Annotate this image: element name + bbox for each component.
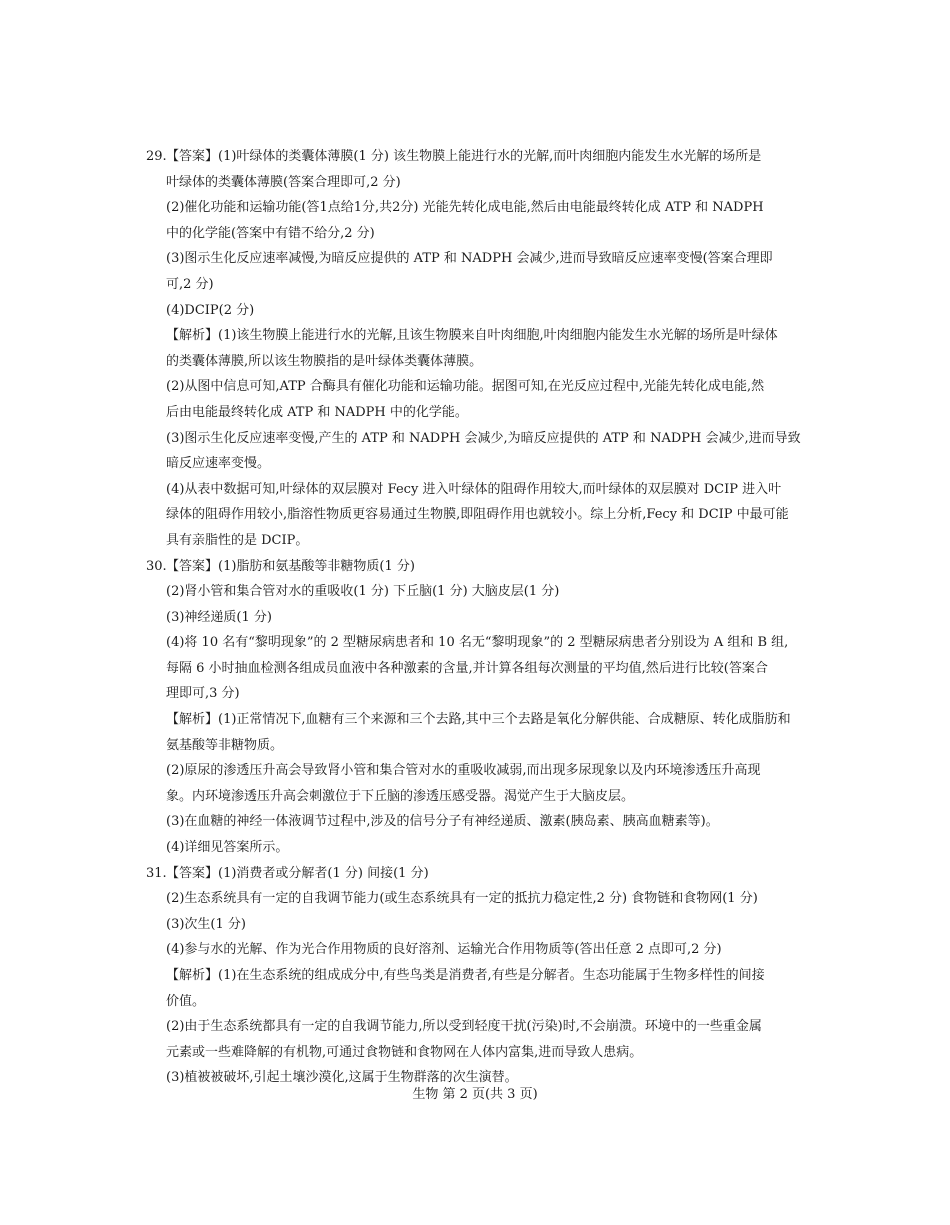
line-text: 【答案】(1)消费者或分解者(1 分) 间接(1 分) [166,865,429,881]
line-text: (2)原尿的渗透压升高会导致肾小管和集合管对水的重吸收减弱,而出现多尿现象以及内环境渗透压升高现 [166,763,761,779]
line-text: (4)从表中数据可知,叶绿体的双层膜对 Fecy 进入叶绿体的阻碍作用较大,而叶绿体的双层膜对 DCIP 进入叶 [166,481,782,497]
line-text: 绿体的阻碍作用较小,脂溶性物质更容易通过生物膜,即阻碍作用也就较小。综上分析,Fecy 和 DCIP 中最可能 [166,507,789,523]
line-text: (3)植被被破坏,引起土壤沙漠化,这属于生物群落的次生演替。 [166,1070,518,1086]
line-text: 叶绿体的类囊体薄膜(答案合理即可,2 分) [166,174,401,190]
line-text: (4)详细见答案所示。 [166,840,289,856]
line-text: 的类囊体薄膜,所以该生物膜指的是叶绿体类囊体薄膜。 [166,353,483,369]
line-text: 【解析】(1)在生态系统的组成成分中,有些鸟类是消费者,有些是分解者。生态功能属于生物多样性的间接 [166,968,765,983]
text-line [146,784,806,810]
text-line [146,400,806,426]
text-line [146,707,806,733]
answer-content [146,144,806,1091]
text-line [146,733,806,759]
text-line [146,758,806,784]
line-text: (4)将 10 名有“黎明现象”的 2 型糖尿病患者和 10 名无“黎明现象”的 2 型糖尿病患者分别设为 A 组和 B 组, [166,635,789,651]
text-line [146,809,806,835]
line-text: 元素或一些难降解的有机物,可通过食物链和食物网在人体内富集,进而导致人患病。 [166,1044,643,1060]
question-line [146,861,806,887]
line-text: 象。内环境渗透压升高会刺激位于下丘脑的渗透压感受器。渴觉产生于大脑皮层。 [166,788,635,804]
line-text: (2)从图中信息可知,ATP 合酶具有催化功能和运输功能。据图可知,在光反应过程中,光能先转化成电能,然 [166,379,765,395]
page-footer: 生物 第 2 页(共 3 页) [412,1087,538,1102]
line-text: 后由电能最终转化成 ATP 和 NADPH 中的化学能。 [166,404,468,420]
text-line [146,323,806,349]
text-line [146,1014,806,1040]
line-text: (2)由于生态系统都具有一定的自我调节能力,所以受到轻度干扰(污染)时,不会崩溃。环境中的一些重金属 [166,1019,762,1035]
line-text: 可,2 分) [166,276,214,292]
line-text: 理即可,3 分) [166,686,240,702]
text-line [146,630,806,656]
text-line [146,502,806,528]
line-text: (3)图示生化反应速率变慢,产生的 ATP 和 NADPH 会减少,为暗反应提供的 ATP 和 NADPH 会减少,进而导致 [166,430,801,446]
text-line [146,528,806,554]
question-number: 29. [146,149,167,164]
line-text: (2)肾小管和集合管对水的重吸收(1 分) 下丘脑(1 分) 大脑皮层(1 分) [166,584,560,600]
text-line [146,221,806,247]
line-text: (2)催化功能和运输功能(答1点给1分,共2分) 光能先转化成电能,然后由电能最终转化成 ATP 和 NADPH [166,200,764,216]
line-text: (4)参与水的光解、作为光合作用物质的良好溶剂、运输光合作用物质等(答出任意 2 点即可,2 分) [166,942,722,958]
text-line [146,989,806,1015]
line-text: 氨基酸等非糖物质。 [166,737,284,753]
text-line [146,912,806,938]
question-line [146,144,806,170]
line-text: 每隔 6 小时抽血检测各组成员血液中各种激素的含量,并计算各组每次测量的平均值,然后进行比较(答案合 [166,660,768,676]
text-line [146,656,806,682]
text-line [146,170,806,196]
text-line [146,195,806,221]
text-line [146,886,806,912]
line-text: (3)神经递质(1 分) [166,609,272,625]
text-line [146,963,806,989]
text-line [146,477,806,503]
text-line [146,1040,806,1066]
line-text: 中的化学能(答案中有错不给分,2 分) [166,225,375,241]
question-number: 30. [146,558,167,574]
line-text: (3)图示生化反应速率减慢,为暗反应提供的 ATP 和 NADPH 会减少,进而导致暗反应速率变慢(答案合理即 [166,251,773,267]
text-line [146,835,806,861]
line-text: 具有亲脂性的是 DCIP。 [166,532,309,548]
text-line [146,349,806,375]
text-line [146,246,806,272]
line-text: 【答案】(1)脂肪和氨基酸等非糖物质(1 分) [166,558,415,574]
line-text: 【解析】(1)该生物膜上能进行水的光解,且该生物膜来自叶肉细胞,叶肉细胞内能发生水光解的场所是叶绿体 [166,328,778,344]
text-line [146,426,806,452]
line-text: (4)DCIP(2 分) [166,302,255,318]
question-line [146,554,806,580]
line-text: 暗反应速率变慢。 [166,456,271,472]
text-line [146,579,806,605]
line-text: 【答案】(1)叶绿体的类囊体薄膜(1 分) 该生物膜上能进行水的光解,而叶肉细胞内能发生水光解的场所是 [166,149,762,164]
line-text: (3)次生(1 分) [166,916,246,932]
text-line [146,298,806,324]
text-line [146,374,806,400]
text-line [146,937,806,963]
line-text: 【解析】(1)正常情况下,血糖有三个来源和三个去路,其中三个去路是氧化分解供能、合成糖原、转化成脂肪和 [166,712,791,728]
line-text: (3)在血糖的神经一体液调节过程中,涉及的信号分子有神经递质、激素(胰岛素、胰高血糖素等)。 [166,814,719,830]
line-text: (2)生态系统具有一定的自我调节能力(或生态系统具有一定的抵抗力稳定性,2 分) 食物链和食物网(1 分) [166,891,758,907]
line-text: 价值。 [166,993,206,1009]
text-line [146,451,806,477]
text-line [146,272,806,298]
text-line [146,605,806,631]
question-number: 31. [146,865,167,881]
text-line [146,681,806,707]
